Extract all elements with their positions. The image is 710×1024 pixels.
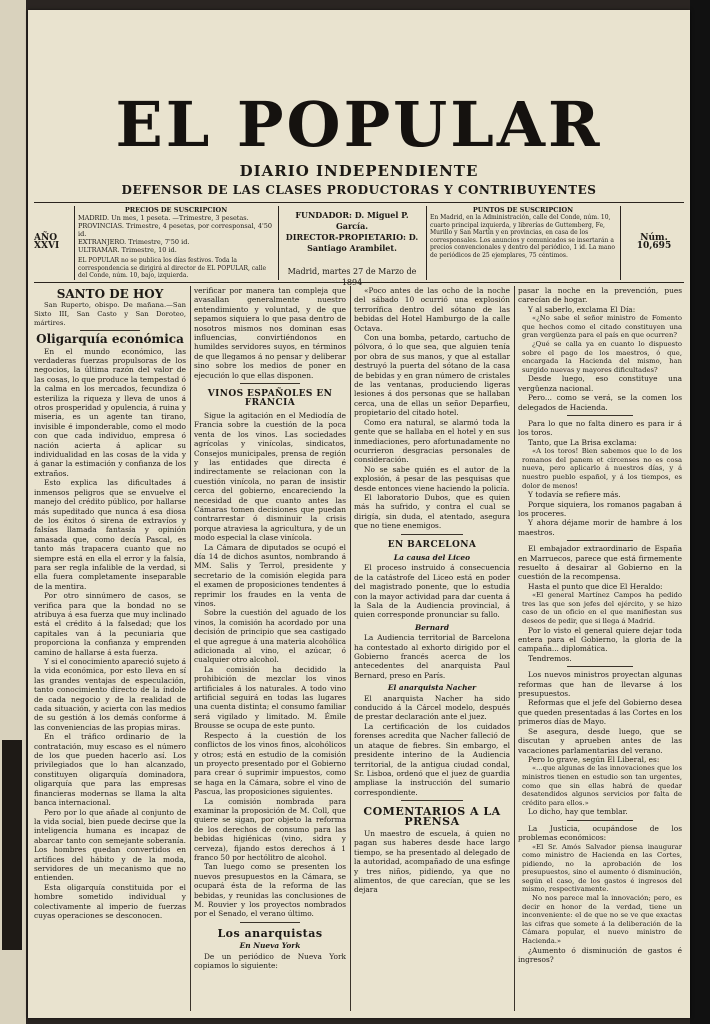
- paragraph: Lo dicho, hay que temblar.: [528, 807, 628, 817]
- column-rule: [190, 286, 191, 1011]
- paragraph: De un periódico de Nueva York copiamos lo siguiente:: [194, 951, 346, 971]
- section-title: EN BARCELONA: [387, 539, 477, 550]
- paragraph: Como era natural, se alarmó toda la gente que se hallaba en el hotel y en sus inmediaciones, pero afortunadamente no ocurrieron desgracias personales de consideración.: [354, 417, 510, 465]
- section-title: Los anarquistas: [217, 926, 323, 940]
- column-rule: [350, 286, 351, 1011]
- info-bar: [34, 206, 684, 287]
- founder-line: FUNDADOR: D. Miguel P. García.: [295, 210, 409, 231]
- paragraph: La Cámara de diputados se ocupó el día 14 de dichos asuntos, nombrando á MM. Salis y Terrol, presidente y secretario de la comisión elegida para el examen de proposiciones tendentes á reprimir los fraudes en la venta de vinos.: [194, 542, 346, 608]
- paragraph: Tanto, que La Brisa exclama:: [528, 437, 637, 447]
- paragraph: Pero... como se verá, se la comen los delegados de Hacienda.: [518, 393, 682, 412]
- paragraph: pasar la noche en la prevención, pues carecían de hogar.: [518, 286, 682, 305]
- quote: No nos parece mal la innovación; pero, es decir en honor de la verdad, tiene un inconveniente: el de que no se ve que exactas las cifras que somete á la deliberación de la Cámara popular, el nuevo ministro de Hacienda.»: [522, 894, 682, 946]
- separator: [240, 383, 301, 384]
- quote: «El Sr. Amós Salvador piensa inaugurar como ministro de Hacienda en las Cortes, pidiendo, no la aprobación de los presupuestos, sino el aumento ó disminución, según el caso, de los gastos é ingresos del mismo, respectivamente.: [522, 842, 682, 894]
- paragraph: Reformas que el jefe del Gobierno desea que queden presentadas á las Cortes en los primeros días de Mayo.: [518, 698, 682, 727]
- pricing-line: PROVINCIAS. Trimestre, 4 pesetas, por corresponsal, 4'50 id.: [78, 222, 273, 238]
- paragraph: Tendremos.: [528, 653, 572, 663]
- separator: [567, 540, 633, 541]
- quote: «El general Martínez Campos ha pedido tres las que son jefes del ejército, y se hizo caso de un oficio en el que manifiestan sus deseos de pedir, que si llega á Madrid.: [522, 591, 682, 626]
- paragraph: Esto explica las dificultades á inmensos peligros que se envuelve el manejo del crédito público, por hallarse más supeditado que nunca á esa diosa de los éxitos ó sirena de extravíos y falsías llamada fantasía y opinión amasada que, como decía Pascal, es tanto más trapacera cuanto que no siempre está en ella el error y la falsía, para ser regla infalible de la verdad, si ella fuera completamente inseparable de la mentira.: [34, 478, 186, 591]
- subscription-text: En Madrid, en la Administración, calle del Conde, núm. 10, cuarto principal izquierda, y librerías de Guttemberg, Fe, Murillo y San Martín y en provincias, en casa de los corresponsales. Los anuncios y comunicados se insertarán a precios convencionales y dentro del periódico, 1 id. La mano de periódicos de 25 ejemplares, 75 céntimos.: [430, 214, 615, 259]
- masthead-tagline: DEFENSOR DE LAS CLASES PRODUCTORAS Y CONTRIBUYENTES: [121, 183, 597, 197]
- paragraph: El proceso instruido á consecuencia de la catástrofe del Liceo está en poder del magistrado ponente, que lo estudia con la mayor actividad para dar cuenta á la Sala de la Audiencia provincial, á quien corresponde pronunciar su fallo.: [354, 563, 510, 620]
- paragraph: Se asegura, desde luego, que se discutan y aprueben antes de las vacaciones parlamentarias del verano.: [518, 726, 682, 755]
- quote: ¿Qué se calla ya en cuanto lo dispuesto sobre el pago de los maestros, ó que, encargada la Hacienda del mismo, han surgido nuevas y mayores dificultades?: [522, 340, 682, 374]
- column-2: [194, 286, 346, 1011]
- subscription-points-block: [430, 206, 616, 280]
- pricing-line: MADRID. Un mes, 1 peseta. —Trimestre, 3 pesetas.: [78, 214, 249, 222]
- section-subtitle: En Nueva York: [239, 941, 301, 951]
- pricing-line: EXTRANJERO. Trimestre, 7'50 id.: [78, 238, 190, 246]
- paragraph: El anarquista Nacher ha sido conducido á la Cárcel modelo, después de prestar declaración ante el juez.: [354, 693, 510, 722]
- section-title: COMENTARIOS A LA PRENSA: [363, 805, 501, 828]
- paragraph: Los nuevos ministros proyectan algunas reformas que han de llevarse á los presupuestos.: [518, 670, 682, 699]
- section-subtitle: Bernard: [414, 622, 450, 632]
- paragraph: La certificación de los cuidados forenses acredita que Nacher falleció de un ataque de fiebres. Sin embargo, el presidente interino de la Audiencia territorial, de la antigua ciudad condal, Sr. Lisboa, ordenó que el juez de guardia ampliase la instrucción del sumario correspondiente.: [354, 721, 510, 797]
- paragraph: Y al saberlo, exclama El Día:: [528, 304, 636, 314]
- quote: «A los toros! Bien sabemos que lo de los romanos del panem et circenses no es cosa nueva, pero aplicarlo á nuestros días, y á nuestro pueblo español, y á los tiempos, es dolor de menos!: [522, 447, 682, 490]
- pricing-line: ULTRAMAR. Trimestre, 10 id.: [78, 246, 177, 254]
- paragraph: Por lo visto el general quiere dejar toda entera para el Gobierno, la gloria de la campaña... diplomática.: [518, 625, 682, 654]
- separator: [567, 415, 633, 416]
- paragraph: En el mundo económico, las verdaderas fuerzas propulsoras de los negocios, la última razón del valor de las cosas, lo que produce la tempestad ó la calma en los mercados, fecundiza ó esteriliza la riqueza y lleva de unos á otros prosperidad y opulencia, á ruina y miseria, es un agente tan tirano, invisible é imponderable, como el modo con que cada individuo, empresa ó nación acierta á aplicar su individualidad en las cosas de la vida y á ganar la estimación y confianza de los extraños.: [34, 346, 186, 478]
- paragraph: Respecto á la cuestión de los conflictos de los vinos finos, alcohólicos y otros; está en estudio de la comisión un proyecto presentado por el Gobierno para crear ó suprimir impuestos, como se haga en la Cámara, sobre el vino de Pascua, las proposiciones siguientes.: [194, 730, 346, 797]
- quote: «...que algunas de las innovaciones que los ministros tienen en estudio son tan urgentes, como que sin ellas habrá de quedar desatendidos algunos servicios por falta de crédito para ellos.»: [522, 764, 682, 807]
- paragraph: El embajador extraordinario de España en Marruecos, parece que está firmemente resuelto á desairar al Gobierno en la cuestión de la recompensa.: [518, 544, 682, 582]
- pricing-block: [78, 206, 274, 280]
- section-subtitle: La causa del Liceo: [393, 552, 471, 562]
- paragraph: Para lo que no falta dinero es para ir á los toros.: [518, 419, 682, 438]
- issue-year: AÑO XXVI: [34, 233, 60, 251]
- issue-number: Núm. 10,695: [636, 233, 672, 251]
- paragraph: No se sabe quién es el autor de la explosión, á pesar de las pesquisas que desde entonces viene haciendo la policía.: [354, 464, 510, 493]
- paragraph: verificar por manera tan compleja que avasallan generalmente nuestro entendimiento y voluntad, y de que sepamos siquiera lo que pasa dentro de nosotros mismos nos dominan esas influencias, convirtiéndonos en humildes servidores suyos, en términos de que llegamos á no pensar y deliberar sino sobre los medios de poner en ejecución lo que ellas disponen.: [194, 286, 346, 380]
- paragraph: Sigue la agitación en el Mediodía de Francia sobre la cuestión de la poca venta de los vinos. Las sociedades agrícolas y vinícolas, sindicatos, Consejos municipales, prensa de región y las entidades que directa é indirectamente se relacionan con la cuestión vinícola, no paran de insistir cerca del gobierno, encareciendo la necesidad de que cuanto antes las Cámaras tomen decisiones que puedan contrarrestar ó disminuir la crisis porque atraviesa la agricultura, y de un modo especial la clase vinícola.: [194, 410, 346, 543]
- separator: [240, 922, 301, 923]
- paragraph: Hasta el punto que dice El Heraldo:: [528, 581, 663, 591]
- pricing-heading: PRECIOS DE SUSCRIPCION: [124, 206, 228, 214]
- rule-under-info: [34, 282, 684, 283]
- paragraph: En el tráfico ordinario de la contratación, muy escaso es el número de los que pueden hacerlo así. Los privilegiados que lo han alcanzado, constituyen oligarquía dominadora, oligarquía que para las empresas financieras modernas se llama la alta banca internacional.: [34, 732, 186, 808]
- column-rule: [514, 286, 515, 1011]
- info-divider: [426, 206, 427, 280]
- paragraph: Con una bomba, petardo, cartucho de pólvora, ó lo que sea, que alguien tenía por obra de sus manos, y que al estallar destruyó la puerta del sótano de la casa de bebidas y en gran número de cristales de las ventanas, produciendo ligeras lesiones á dos personas que se hallaban cerca, una de ellas un señor Deparfieu, propietario del citado hotel.: [354, 333, 510, 418]
- founders-block: [282, 206, 422, 287]
- paragraph: Porque siquiera, los romanos pagaban á los proceres.: [518, 499, 682, 518]
- paragraph: Sobre la cuestión del aguado de los vinos, la comisión ha acordado por una decisión de principio que sea castigado el que agregue á una materia alcohólica adicionada al vino, el azúcar, ó cualquier otro alcohol.: [194, 608, 346, 665]
- santo-title: SANTO DE HOY: [56, 287, 164, 301]
- pricing-note: EL POPULAR no se publica los días festivos. Toda la correspondencia se dirigirá al director de EL POPULAR, calle del Conde, núm. 10, bajo, izquierda.: [78, 257, 267, 279]
- page-edge-right: [690, 0, 710, 1024]
- paragraph: ¿Aumento ó disminución de gastos é ingresos?: [518, 945, 682, 965]
- separator: [80, 330, 141, 331]
- adjacent-page-strip-left: [0, 0, 26, 1024]
- place-date: Madrid, martes 27 de Marzo de 1894: [287, 267, 417, 287]
- info-divider: [74, 206, 75, 280]
- paragraph: La Audiencia territorial de Barcelona ha contestado al exhorto dirigido por el Gobierno francés acerca de los antecedentes del anarquista Paul Bernard, preso en París.: [354, 633, 510, 680]
- article-title: Oligarquía económica: [36, 332, 184, 347]
- section-title: VINOS ESPAÑOLES EN FRANCIA: [207, 389, 333, 409]
- paragraph: «Poco antes de las ocho de la noche del sábado 10 ocurrió una explosión terrorífica dentro del sótano de las bebidas del Hotel Hamburgo de la calle Octava.: [354, 286, 510, 333]
- paragraph: Esta oligarquía constituida por el hombre sometido individual y colectivamente al imperio de fuerzas cuyas operaciones se desconocen.: [34, 882, 186, 920]
- section-subtitle: El anarquista Nacher: [387, 683, 477, 693]
- column-4: [518, 286, 682, 1011]
- paragraph: Un maestro de escuela, á quien no pagan sus haberes desde hace largo tiempo, se ha presentado al delegado de la autoridad, acompañado de una esfinge y tres niños, pidiendo, ya que no alimentos, de que carecían, que se les dejara: [354, 828, 510, 895]
- paragraph: Tan luego como se presenten los nuevos presupuestos en la Cámara, se ocupará ésta de la reforma de las bebidas, y reunidas las conclusiones de M. Rouvier y los proyectos nombrados por el Senado, el verano último.: [194, 862, 346, 919]
- newspaper-page: [28, 10, 690, 1018]
- adjacent-page-dark-ad: [2, 740, 22, 950]
- column-3: [354, 286, 510, 1011]
- santo-text: San Ruperto, obispo. De mañana.—San Sixto III, San Casto y San Doroteo, mártires.: [34, 301, 186, 327]
- paragraph: Y todavía se refiere más.: [528, 490, 621, 500]
- paragraph: Y si el conocimiento apareció sujeto á la vida económica, por esto lleva en sí las grandes ventajas de especulación, tanto conocimiento directo de la índole de cada negocio y de la realidad de cada situación, y acierta con las medios de su gestión á los demás conforme á las conveniencias de las propias miras.: [34, 657, 186, 732]
- rule-top: [34, 202, 684, 203]
- separator: [567, 820, 633, 821]
- paragraph: Desde luego, eso constituye una vergüenza nacional.: [518, 374, 682, 393]
- separator: [401, 534, 463, 535]
- quote: «¿No sabe el señor ministro de Fomento que hechos como el citado constituyen una gran vergüenza para el país en que ocurren?: [522, 314, 682, 340]
- paragraph: La comisión nombrada para examinar la proposición de M. Coll, que quiere se sigan, por objeto la reforma de los derechos de consumo para las bebidas higiénicas (vino, sidra y cerveza), fijando estos derechos á 1 franco 50 por hectólitro de alcohol.: [194, 796, 346, 862]
- paragraph: La Justicia, ocupándose de los problemas económicos:: [518, 823, 682, 843]
- masthead-subtitle: DIARIO INDEPENDIENTE: [239, 162, 479, 180]
- paragraph: La comisión ha decidido la prohibición de mezclar los vinos artificiales á los naturales. A todo vino artificial seguirá en todas las lugares una cuenta distinta; el consumo familiar será vigilado y limitado. M. Émile Brousse se ocupa de este punto.: [194, 664, 346, 731]
- paragraph: El laboratorio Dubos, que es quien más ha sufrido, y contra el cual se dirigía, sin duda, el atentado, asegura que no tiene enemigos.: [354, 492, 510, 531]
- paragraph: Y ahora déjame morir de hambre á los maestros.: [518, 518, 682, 537]
- separator: [401, 800, 463, 801]
- paragraph: Pero por lo que añade al conjunto de la vida social, bien puede decirse que la inteligencia humana es incapaz de abarcar tanto con semejante soberanía. Los hombres quedan convertidos en artífices del hábito y de la moda, servidores de un mecanismo que no entienden.: [34, 807, 186, 883]
- info-divider: [278, 206, 279, 280]
- masthead-title: EL POPULAR: [115, 88, 603, 161]
- separator: [567, 666, 633, 667]
- paragraph: Por otro sinnúmero de casos, se verifica para que la bondad no se atribuya á esa fuerza que muy inclinado está el crédito á la falsedad; que los capitales van á la pecuniaria que proporciona la confianza y emprenden camino de hallarse á esta fuerza.: [34, 591, 186, 657]
- info-divider: [620, 206, 621, 280]
- subscription-heading: PUNTOS DE SUSCRIPCION: [472, 206, 574, 214]
- column-1: [34, 286, 186, 1011]
- paragraph: Pero lo grave, según El Liberal, es:: [528, 754, 660, 764]
- director-line: DIRECTOR-PROPIETARIO: D. Santiago Arambilet.: [285, 232, 419, 253]
